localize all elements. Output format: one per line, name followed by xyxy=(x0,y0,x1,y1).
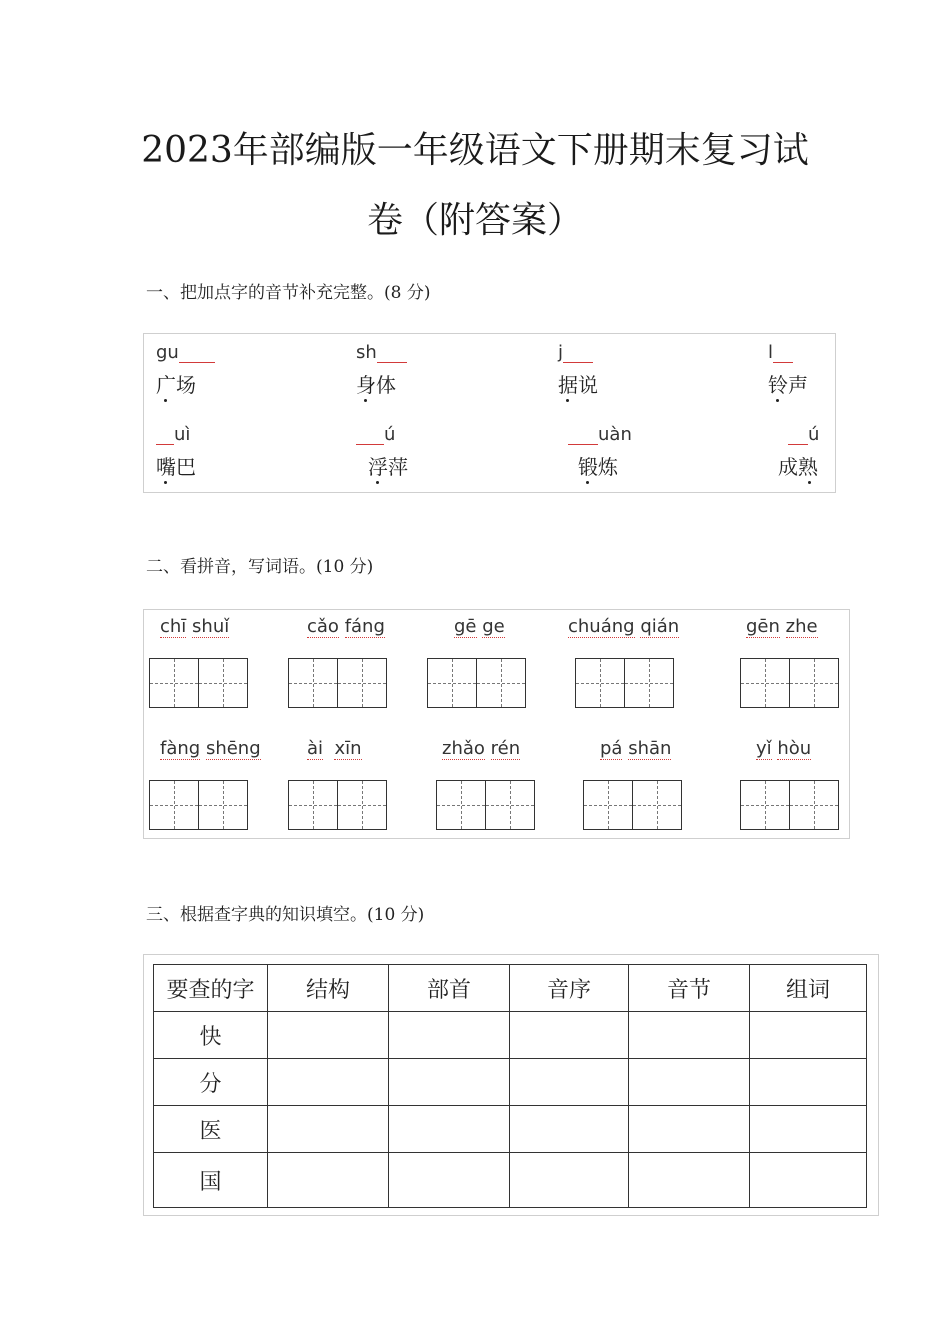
answer-cell[interactable] xyxy=(510,1106,629,1153)
answer-cell[interactable] xyxy=(750,1153,867,1208)
syllable-item: sh 身体 xyxy=(356,342,466,398)
lookup-character: 快 xyxy=(154,1012,268,1059)
section-1-box xyxy=(143,333,836,493)
writing-grid[interactable] xyxy=(575,658,672,708)
pinyin-label: fàng shēng xyxy=(160,738,261,759)
writing-grid[interactable] xyxy=(288,658,385,708)
pinyin-label: gēn zhe xyxy=(746,616,818,637)
answer-cell[interactable] xyxy=(268,1059,389,1106)
lookup-character: 分 xyxy=(154,1059,268,1106)
answer-cell[interactable] xyxy=(389,1012,510,1059)
table-header: 部首 xyxy=(389,965,510,1012)
syllable-item: ú 成熟 xyxy=(788,424,898,480)
answer-cell[interactable] xyxy=(510,1153,629,1208)
pinyin-label: cǎo fáng xyxy=(307,616,385,637)
answer-blank[interactable] xyxy=(156,426,174,445)
pinyin-label: chī shuǐ xyxy=(160,616,230,637)
section-3-heading: 三、根据查字典的知识填空。(10 分) xyxy=(146,905,425,925)
syllable-item: uàn 锻炼 xyxy=(568,424,678,480)
writing-grid[interactable] xyxy=(436,780,533,830)
answer-cell[interactable] xyxy=(750,1012,867,1059)
syllable-item: uì 嘴巴 xyxy=(156,424,266,480)
section-1-heading: 一、把加点字的音节补充完整。(8 分) xyxy=(146,283,431,303)
answer-cell[interactable] xyxy=(629,1012,750,1059)
answer-blank[interactable] xyxy=(568,426,598,445)
answer-blank[interactable] xyxy=(377,344,407,363)
answer-cell[interactable] xyxy=(268,1153,389,1208)
pinyin-label: ài xīn xyxy=(307,738,362,759)
answer-cell[interactable] xyxy=(389,1153,510,1208)
page-title-line-1: 2023年部编版一年级语文下册期末复习试 xyxy=(141,130,809,171)
pinyin-label: yǐ hòu xyxy=(756,738,812,759)
table-header: 音序 xyxy=(510,965,629,1012)
table-header: 要查的字 xyxy=(154,965,268,1012)
table-header: 音节 xyxy=(629,965,750,1012)
answer-blank[interactable] xyxy=(788,426,808,445)
answer-cell[interactable] xyxy=(750,1059,867,1106)
answer-blank[interactable] xyxy=(563,344,593,363)
writing-grid[interactable] xyxy=(288,780,385,830)
answer-cell[interactable] xyxy=(389,1106,510,1153)
answer-cell[interactable] xyxy=(629,1106,750,1153)
writing-grid[interactable] xyxy=(149,658,246,708)
writing-grid[interactable] xyxy=(740,780,837,830)
pinyin-label: pá shān xyxy=(600,738,672,759)
pinyin-label: chuáng qián xyxy=(568,616,680,637)
answer-cell[interactable] xyxy=(268,1106,389,1153)
writing-grid[interactable] xyxy=(149,780,246,830)
answer-cell[interactable] xyxy=(629,1059,750,1106)
table-row xyxy=(154,1059,867,1106)
writing-grid[interactable] xyxy=(583,780,680,830)
answer-blank[interactable] xyxy=(356,426,384,445)
section-2-heading: 二、看拼音，写词语。(10 分) xyxy=(146,557,374,577)
syllable-item: ú 浮萍 xyxy=(356,424,466,480)
table-row xyxy=(154,1012,867,1059)
answer-cell[interactable] xyxy=(629,1153,750,1208)
lookup-character: 医 xyxy=(154,1106,268,1153)
answer-cell[interactable] xyxy=(510,1059,629,1106)
table-header: 组词 xyxy=(750,965,867,1012)
syllable-item: j 据说 xyxy=(558,342,668,398)
table-header: 结构 xyxy=(268,965,389,1012)
pinyin-label: zhǎo rén xyxy=(442,738,521,759)
table-header-row xyxy=(154,965,867,1012)
page-title-line-2: 卷（附答案） xyxy=(366,200,583,241)
answer-cell[interactable] xyxy=(268,1012,389,1059)
syllable-item: l 铃声 xyxy=(768,342,878,398)
answer-cell[interactable] xyxy=(750,1106,867,1153)
lookup-character: 国 xyxy=(154,1153,268,1208)
table-row xyxy=(154,1106,867,1153)
writing-grid[interactable] xyxy=(427,658,524,708)
answer-cell[interactable] xyxy=(510,1012,629,1059)
answer-blank[interactable] xyxy=(773,344,793,363)
writing-grid[interactable] xyxy=(740,658,837,708)
section-3-box xyxy=(143,954,879,1216)
syllable-item: gu 广场 xyxy=(156,342,266,398)
table-row xyxy=(154,1153,867,1208)
section-2-box xyxy=(143,609,850,839)
dictionary-table xyxy=(153,964,867,1208)
pinyin-label: gē ge xyxy=(454,616,505,637)
answer-blank[interactable] xyxy=(179,344,215,363)
answer-cell[interactable] xyxy=(389,1059,510,1106)
